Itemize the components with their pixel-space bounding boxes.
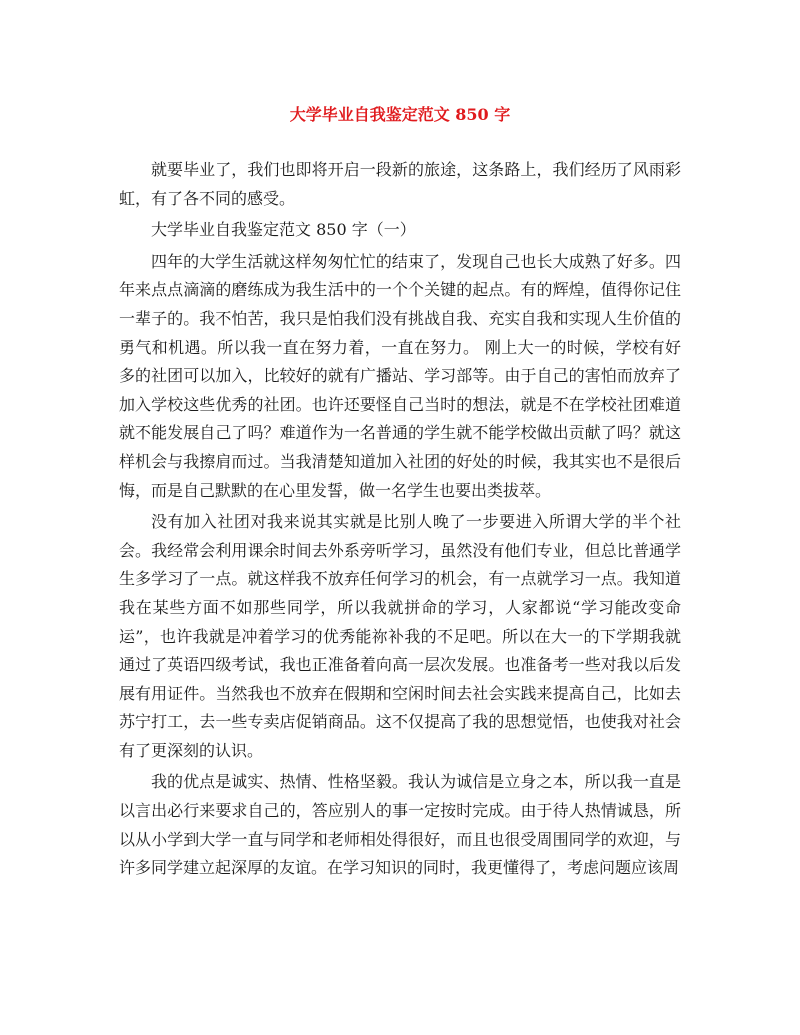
document-body — [119, 156, 681, 886]
intro-paragraph: 就要毕业了，我们也即将开启一段新的旅途，这条路上，我们经历了风雨彩虹，有了各不同的感受。 — [119, 160, 681, 208]
document-title: 大学毕业自我鉴定范文 850 字 — [289, 105, 511, 124]
body-paragraph-2: 没有加入社团对我来说其实就是比别人晚了一步要进入所谓大学的半个社会。我经常会利用课余时间去外系旁听学习，虽然没有他们专业，但总比普通学生多学习了一点。就这样我不放弃任何学习的机会，有一点就学习一点。我知道我在某些方面不如那些同学，所以我就拼命的学习，人家都说“学习能改变命运”，也许我就是冲着学习的优秀能祢补我的不足吧。所以在大一的下学期我就通过了英语四级考试，我也正准备着向高一层次发展。也准备考一些对我以后发展有用证件。当然我也不放弃在假期和空闲时间去社会实践来提高自己，比如去苏宁打工，去一些专卖店促销商品。这不仅提高了我的思想觉悟，也使我对社会有了更深刻的认识。 — [119, 512, 681, 760]
body-paragraph-3: 我的优点是诚实、热情、性格坚毅。我认为诚信是立身之本，所以我一直是以言出必行来要求自己的，答应别人的事一定按时完成。由于待人热情诚恳，所以从小学到大学一直与同学和老师相处得很好，而且也很受周围同学的欢迎，与许多同学建立起深厚的友谊。在学习知识的同时，我更懂得了，考虑问题应该周 — [119, 772, 681, 878]
body-paragraph-1: 四年的大学生活就这样匆匆忙忙的结束了，发现自己也长大成熟了好多。四年来点点滴滴的磨练成为我生活中的一个个关键的起点。有的辉煌，值得你记住一辈子的。我不怕苦，我只是怕我们没有挑战自我、充实自我和实现人生价值的勇气和机遇。所以我一直在努力着，一直在努力。 刚上大一的时候，学校有好多的社团可以加入，比较好的就有广播站、学习部等。由于自己的害怕而放弃了加入学校这些优秀的社团。也许还要怪自己当时的想法，就是不在学校社团难道就不能发展自己了吗？难道作为一名普通的学生就不能学校做出贡献了吗？就这样机会与我擦肩而过。当我清楚知道加入社团的好处的时候，我其实也不是很后悔，而是自己默默的在心里发誓，做一名学生也要出类拔萃。 — [119, 251, 681, 500]
section-heading: 大学毕业自我鉴定范文 850 字（一） — [151, 220, 416, 240]
